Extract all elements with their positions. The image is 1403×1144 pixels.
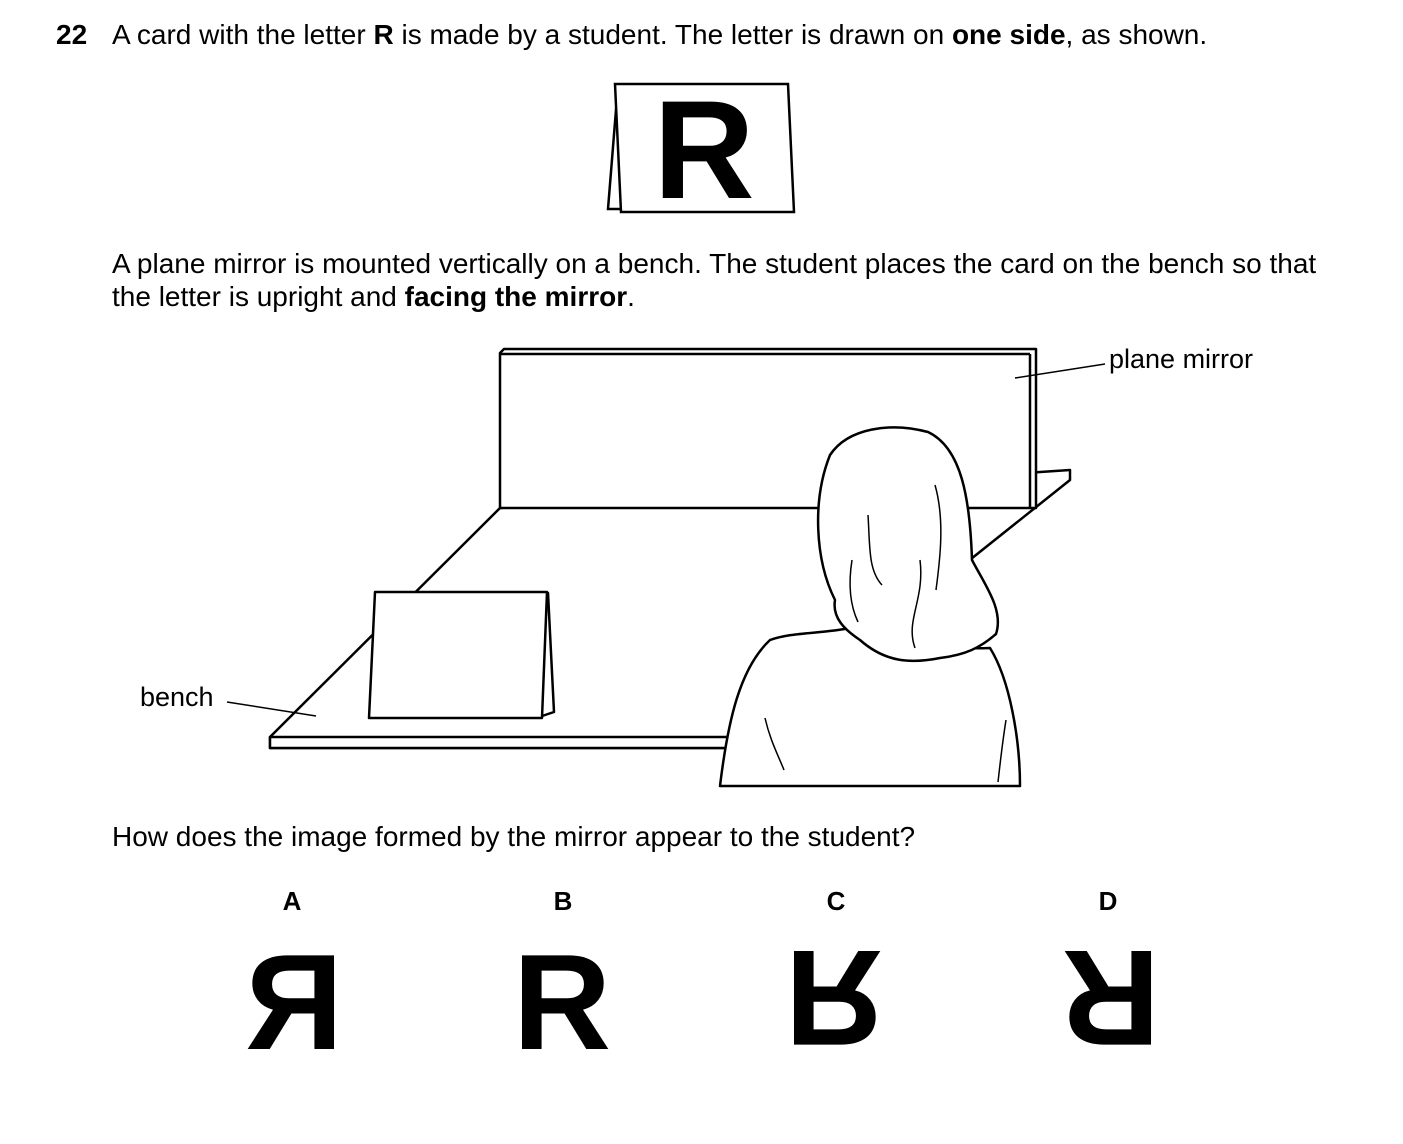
setup-text-line-1: A plane mirror is mounted vertically on a bench. The student places the card on the bench so that	[112, 248, 1317, 279]
intro-text-2: is made by a student. The letter is drawn on	[393, 19, 952, 50]
question-number: 22	[56, 19, 88, 50]
mirror-diagram	[0, 340, 1403, 800]
intro-text-3: , as shown.	[1065, 19, 1208, 50]
option-d-letter[interactable]: D	[1098, 886, 1118, 916]
card-letter: R	[653, 78, 755, 220]
card-illustration	[598, 78, 803, 220]
option-a-letter[interactable]: A	[282, 886, 302, 916]
student-body	[720, 628, 1020, 786]
setup-bold-facing-mirror: facing the mirror	[404, 281, 628, 312]
option-a-glyph-mirrored[interactable]: R	[244, 926, 344, 1078]
option-b-glyph-normal[interactable]: R	[512, 926, 612, 1078]
plane-mirror-label: plane mirror	[1109, 344, 1254, 374]
intro-bold-one-side: one side	[951, 19, 1066, 50]
intro-text-1: A card with the letter	[112, 19, 374, 50]
bench-label: bench	[140, 682, 214, 712]
question-prompt: How does the image formed by the mirror appear to the student?	[112, 821, 916, 852]
intro-bold-letter: R	[373, 19, 394, 50]
setup-text-2a: the letter is upright and	[112, 281, 405, 312]
option-b-letter[interactable]: B	[553, 886, 573, 916]
diagram-card-front	[369, 592, 547, 718]
question-intro	[112, 18, 1207, 51]
setup-text-2b: .	[627, 281, 635, 312]
option-c-glyph-flipped-vertical[interactable]: R	[784, 922, 884, 1074]
setup-text-line-2	[112, 280, 635, 313]
option-d-glyph-rotated[interactable]: R	[1061, 922, 1161, 1074]
bench-front-edge	[270, 737, 734, 748]
option-c-letter[interactable]: C	[826, 886, 846, 916]
